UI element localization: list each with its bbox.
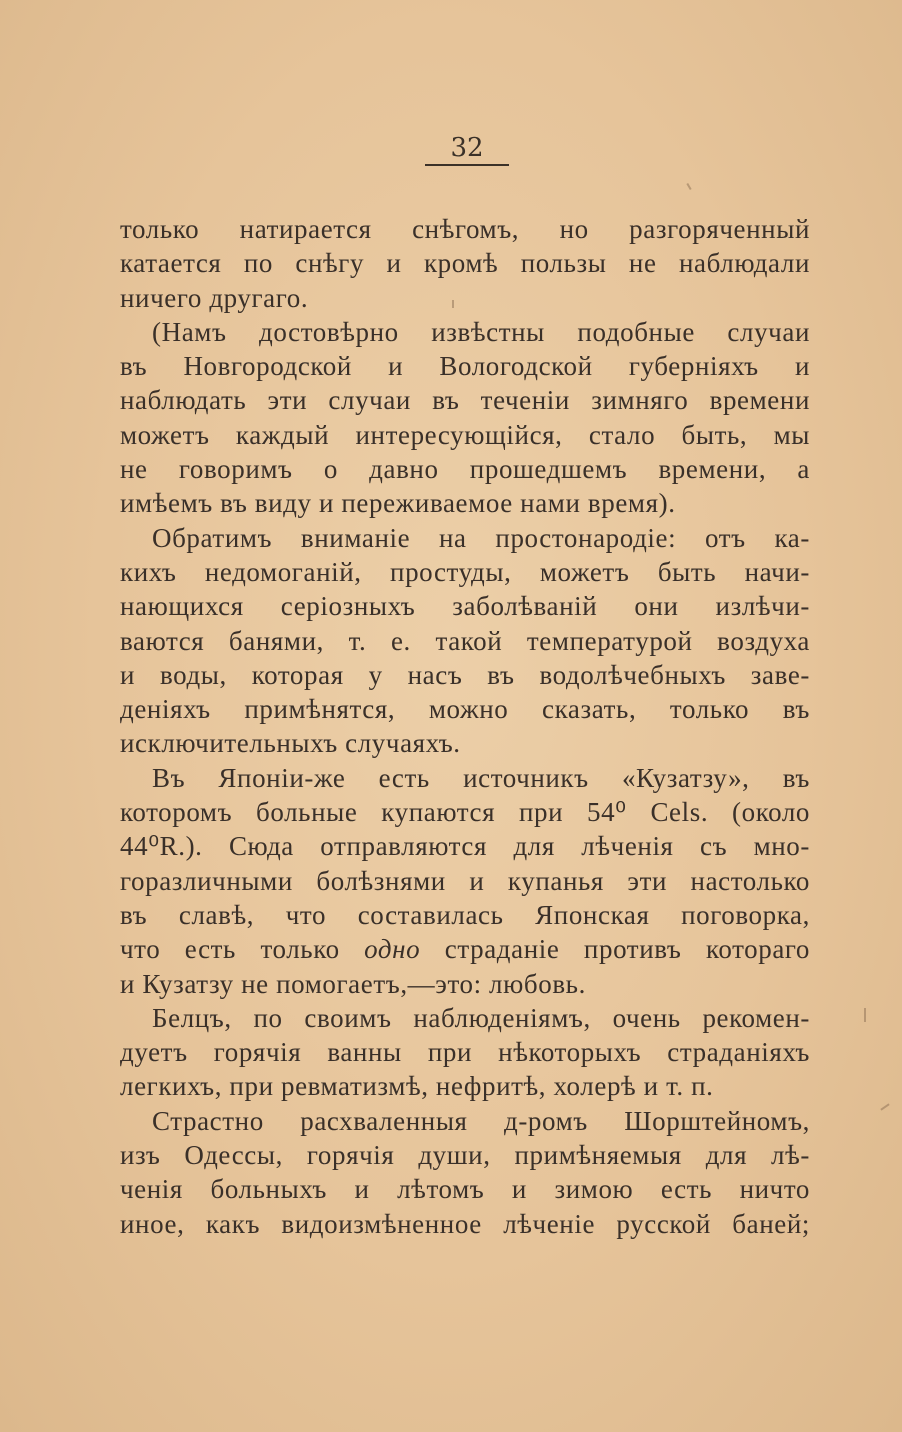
paper-speck — [686, 183, 691, 190]
text-line: катается по снѣгу и кромѣ пользы не наблюдали — [120, 248, 810, 279]
text-line: Страстно расхваленныя д-ромъ Шорштейномъ, — [152, 1105, 810, 1136]
text-line: (Намъ достовѣрно извѣстны подобные случаи — [152, 316, 810, 347]
text-line: Въ Японіи-же есть источникъ «Кузатзу», въ — [152, 762, 810, 793]
text-line: которомъ больные купаются при 54⁰ Cels. (около — [120, 797, 810, 828]
paper-speck — [864, 1008, 866, 1022]
text-line: и Кузатзу не помогаетъ,—это: любовь. — [120, 968, 586, 999]
text-line: дуетъ горячія ванны при нѣкоторыхъ страданіяхъ — [120, 1037, 810, 1068]
text-line: въ славѣ, что составилась Японская поговорка, — [120, 899, 810, 930]
text-line: и воды, которая у насъ въ водолѣчебныхъ заве- — [120, 659, 810, 690]
page-number: 32 — [450, 133, 484, 163]
text-line: Обратимъ вниманіе на простонародіе: отъ ка- — [152, 522, 810, 553]
text-line: не говоримъ о давно прошедшемъ времени, а — [120, 454, 810, 485]
text-line: только натирается снѣгомъ, но разгоряченный — [120, 214, 810, 244]
italic-word: одно — [364, 934, 421, 965]
text-line: ничего другаго. — [120, 282, 309, 313]
text-line: въ Новгородской и Вологодской губерніяхъ и — [120, 351, 810, 382]
text-line: 44⁰R.). Сюда отправляются для лѣченія съ мно- — [120, 831, 810, 862]
text-line: ченія больныхъ и лѣтомъ и зимою есть ничто — [120, 1174, 810, 1205]
text-line: иное, какъ видоизмѣненное лѣченіе русской баней; — [120, 1208, 810, 1239]
text-line: можетъ каждый интересующійся, стало быть, мы — [120, 419, 810, 450]
text-line: наблюдать эти случаи въ теченіи зимняго времени — [120, 385, 810, 416]
text-line: деніяхъ примѣнятся, можно сказать, только въ — [120, 694, 810, 725]
body-text — [120, 212, 810, 1241]
paper-speck — [880, 1103, 889, 1110]
text-line: имѣемъ въ виду и переживаемое нами время). — [120, 488, 676, 519]
text-line: Белцъ, по своимъ наблюденіямъ, очень рекомен- — [152, 1002, 810, 1033]
paper-speck — [452, 300, 454, 308]
text-line: ваются банями, т. е. такой температурой воздуха — [120, 625, 810, 656]
text-line-with-italic — [120, 932, 810, 966]
text-segment: что есть только — [120, 934, 340, 965]
text-line: нающихся серіозныхъ заболѣваній они излѣчи- — [120, 591, 810, 622]
text-line: горазличными болѣзнями и купанья эти настолько — [120, 865, 810, 896]
text-line: кихъ недомоганій, простуды, можетъ быть начи- — [120, 556, 810, 587]
text-line: исключительныхъ случаяхъ. — [120, 728, 461, 759]
text-segment: страданіе противъ котораго — [444, 934, 810, 965]
text-line: изъ Одессы, горячія души, примѣняемыя для лѣ- — [120, 1140, 810, 1171]
page-number-rule — [425, 164, 509, 166]
text-line: легкихъ, при ревматизмѣ, нефритѣ, холерѣ и т. п. — [120, 1071, 714, 1102]
